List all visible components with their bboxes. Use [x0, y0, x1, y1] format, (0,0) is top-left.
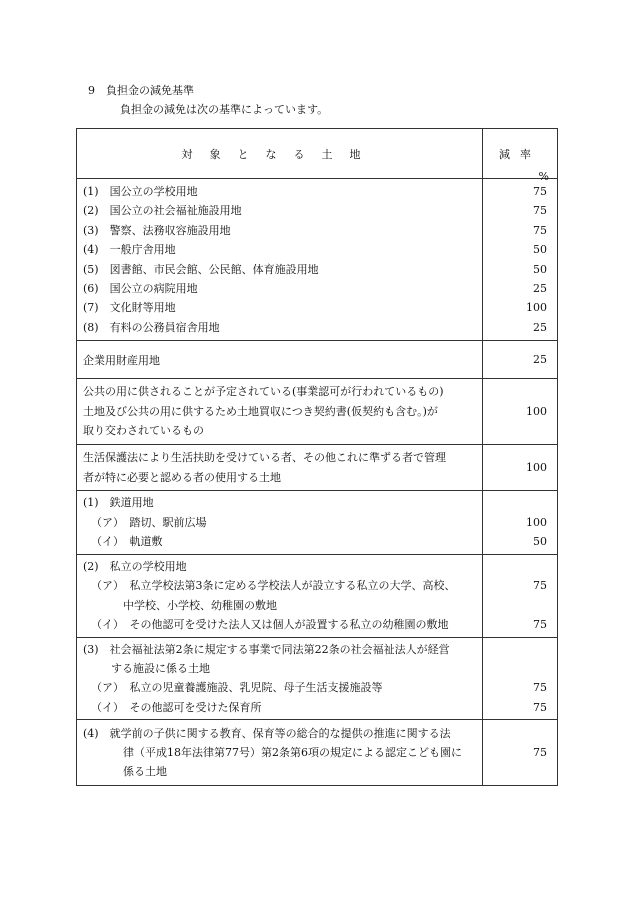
table-row-private-school [77, 555, 558, 638]
public-facilities-labels [77, 179, 483, 341]
railway-rates [483, 491, 558, 555]
reduction-rate-table [76, 128, 558, 786]
railway-labels: (1) 鉄道用地 （ア） 踏切、駅前広場 （イ） 軌道敷 [77, 491, 483, 555]
table-row-public-facilities [77, 179, 558, 341]
rate-value: 100 [483, 445, 558, 491]
rate-value: 25 [533, 320, 547, 334]
rate-value: 75 [533, 579, 547, 593]
rate-value: 75 [533, 223, 547, 237]
list-item: （イ） その他認可を受けた法人又は個人が設置する私立の幼稚園の敷地 [91, 618, 449, 632]
rate-value: 25 [533, 281, 547, 295]
private-school-rates [483, 555, 558, 638]
rate-value: 50 [533, 535, 547, 549]
list-item: (7) 文化財等用地 [83, 301, 176, 315]
rate-value: 100 [483, 379, 558, 445]
rate-value: 50 [533, 262, 547, 276]
rate-value: 25 [483, 341, 558, 379]
list-item: (3) 警察、法務収容施設用地 [83, 223, 231, 237]
section-heading: 9 負担金の減免基準 [88, 84, 194, 97]
welfare-label: 生活保護法により生活扶助を受けている者、その他これに準ずる者で管理 者が特に必要と認める者の使用する土地 [77, 445, 483, 491]
list-item: （ア） 私立の児童養護施設、乳児院、母子生活支援施設等 [91, 681, 383, 695]
percent-unit: % [538, 169, 549, 183]
social-welfare-rates [483, 637, 558, 720]
rate-value: 75 [533, 184, 547, 198]
kindergarten-label: (4) 就学前の子供に関する教育、保育等の総合的な提供の推進に関する法 律（平成18年法律第77号）第2条第6項の規定による認定こども園に 係る土地 [77, 720, 483, 786]
header-subject: 対象となる土地 [77, 129, 483, 179]
rate-value: 75 [533, 700, 547, 714]
table-row-welfare [77, 445, 558, 491]
table-row-corporate [77, 341, 558, 379]
list-item: （ア） 私立学校法第3条に定める学校法人が設立する私立の大学、高校、 [91, 579, 456, 593]
social-welfare-labels: (3) 社会福祉法第2条に規定する事業で同法第22条の社会福祉法人が経営 する施設に係る土地 （ア） 私立の児童養護施設、乳児院、母子生活支援施設等 （イ） その他認可を受けた保育所 [77, 637, 483, 720]
list-item: （イ） その他認可を受けた保育所 [91, 700, 262, 714]
header-rate: 減率 [483, 129, 558, 179]
list-item: (8) 有料の公務員宿舎用地 [83, 320, 220, 334]
table-row-railway [77, 491, 558, 555]
list-item: (5) 図書館、市民会館、公民館、体育施設用地 [83, 262, 319, 276]
public-facilities-rates [483, 169, 558, 341]
rate-value: 75 [533, 204, 547, 218]
corporate-label: 企業用財産用地 [77, 341, 483, 379]
rate-value: 50 [533, 243, 547, 257]
list-item: (6) 国公立の病院用地 [83, 281, 198, 295]
list-item: (2) 国公立の社会福祉施設用地 [83, 204, 242, 218]
table-row-social-welfare [77, 637, 558, 720]
table-header-row [77, 129, 558, 179]
list-item: （イ） 軌道敷 [91, 535, 163, 549]
list-item: （ア） 踏切、駅前広場 [91, 515, 207, 529]
list-item: (1) 国公立の学校用地 [83, 184, 198, 198]
rate-value: 100 [526, 515, 547, 529]
rate-value: 75 [533, 618, 547, 632]
rate-value: 100 [526, 301, 547, 315]
public-use-label: 公共の用に供されることが予定されている(事業認可が行われているもの) 土地及び公共の用に供するため土地買収につき契約書(仮契約も含む。)が 取り交わされているもの [77, 379, 483, 445]
intro-text: 負担金の減免は次の基準によっています。 [120, 103, 329, 116]
rate-value: 75 [533, 681, 547, 695]
table-row-public-use [77, 379, 558, 445]
private-school-labels: (2) 私立の学校用地 （ア） 私立学校法第3条に定める学校法人が設立する私立の大学、高校、 中学校、小学校、幼稚園の敷地 （イ） その他認可を受けた法人又は個人が設置する私立の幼稚園の敷地 [77, 555, 483, 638]
list-item: (4) 一般庁舎用地 [83, 243, 176, 257]
table-row-kindergarten [77, 720, 558, 786]
rate-value: 75 [483, 720, 558, 786]
